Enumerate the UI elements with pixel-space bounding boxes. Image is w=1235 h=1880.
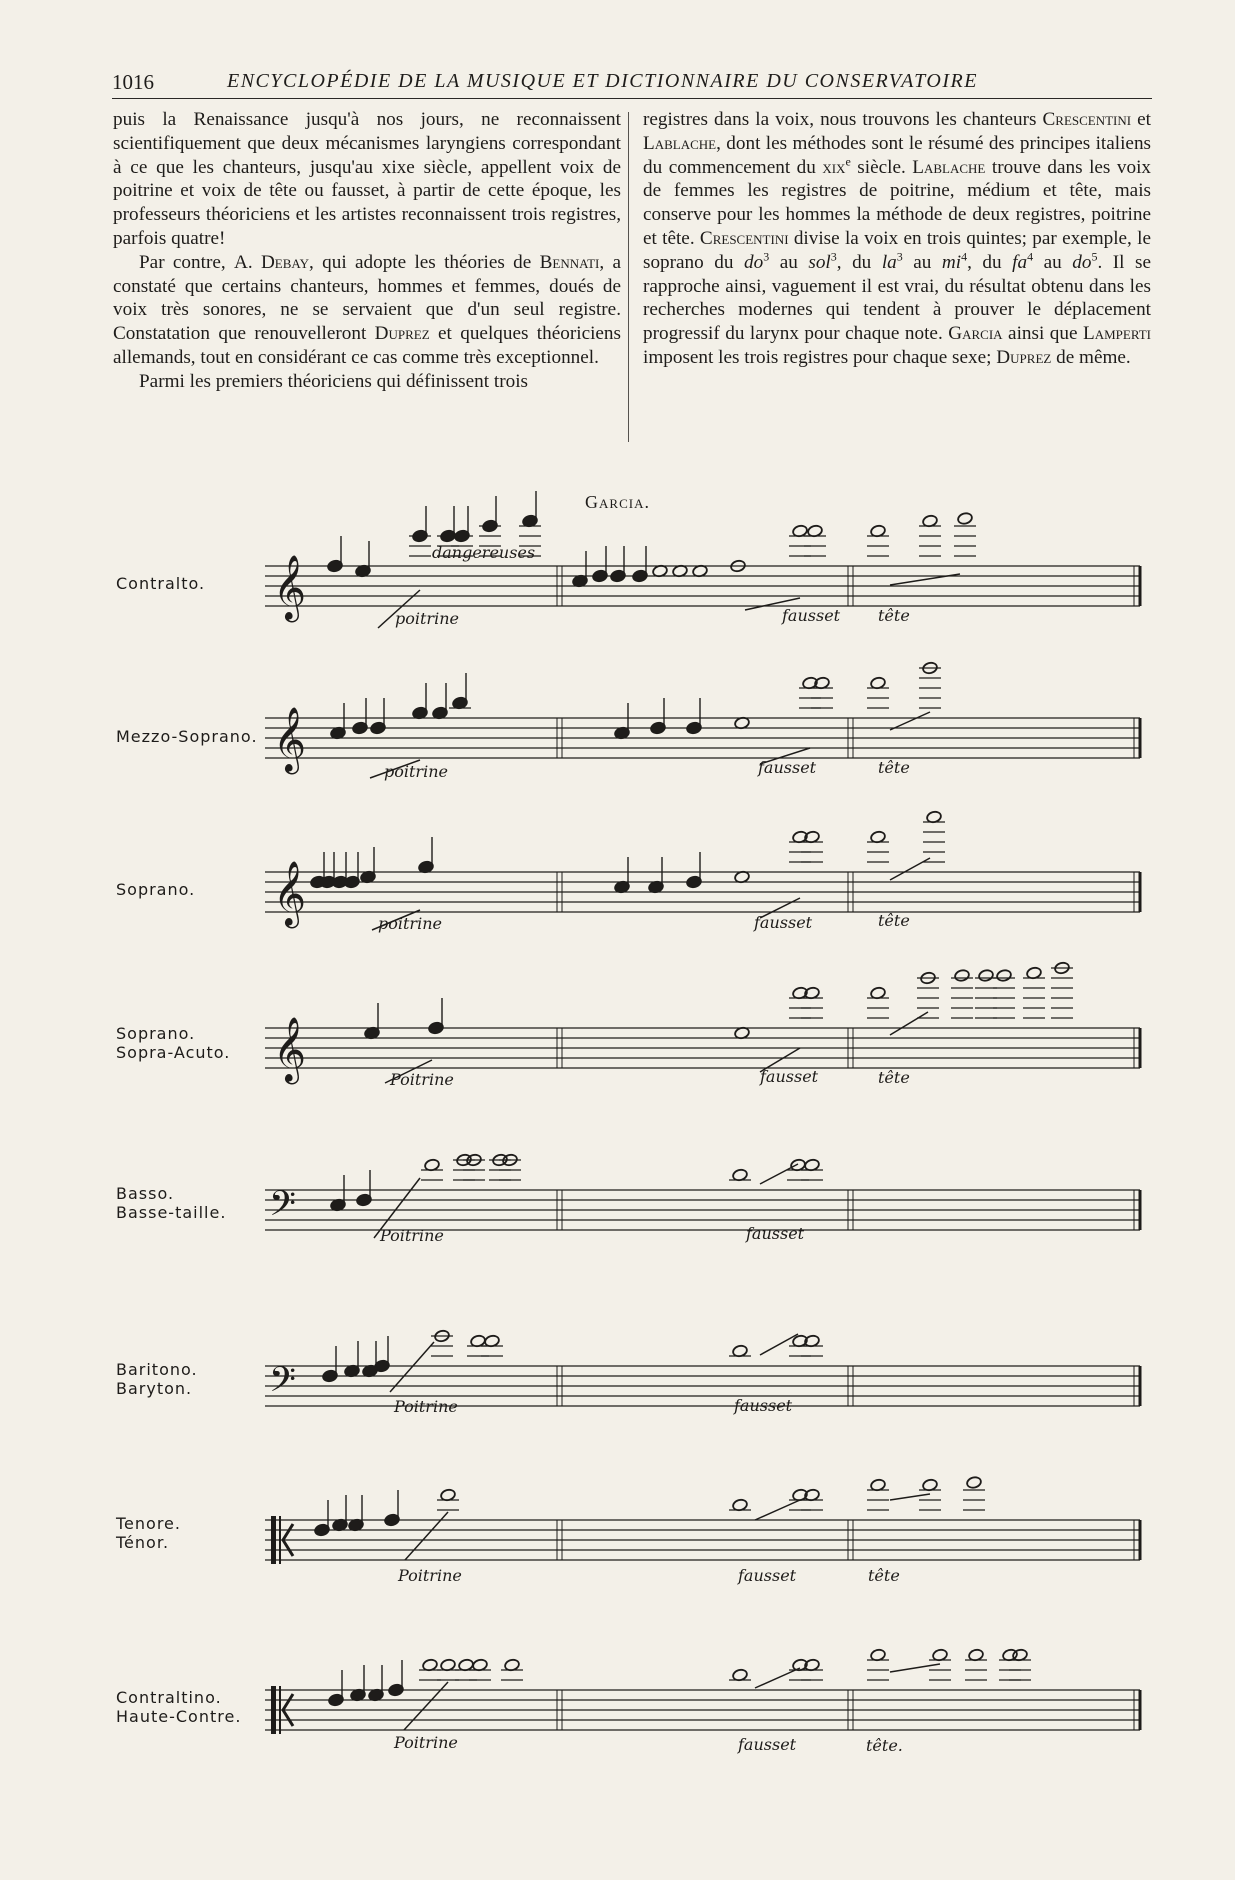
voice-label-line: Mezzo-Soprano. (116, 727, 258, 746)
register-label: Poitrine (394, 1733, 458, 1752)
author-name: Crescentini (699, 227, 789, 249)
text-run: , dont les méthodes sont le résumé des principes italiens du commencement du (643, 132, 1151, 178)
text-run: , du (836, 251, 882, 273)
register-label: fausset (760, 1067, 819, 1086)
author-name: Bennati (539, 251, 600, 273)
text-run: divise la voix en trois quintes; par exemple, le soprano du (643, 227, 1151, 273)
register-label: Poitrine (390, 1070, 454, 1089)
text-run: au (902, 251, 942, 273)
author-name: Crescentini (1042, 109, 1132, 130)
text-run: , qui adopte les théories de (309, 251, 540, 273)
register-label: poitrine (378, 914, 442, 933)
note-name: sol (808, 251, 831, 273)
register-label: fausset (734, 1396, 793, 1415)
note-name: fa (1012, 251, 1028, 273)
register-label: poitrine (384, 762, 448, 781)
text-run: au (769, 251, 809, 273)
register-label: fausset (754, 913, 813, 932)
treble-clef: 𝄞 (273, 861, 307, 926)
voice-label-line: Sopra-Acuto. (116, 1043, 231, 1062)
register-label: tête. (866, 1736, 903, 1755)
author-name: Lablache (643, 132, 717, 154)
register-slur (404, 1682, 448, 1730)
note-name: do (744, 251, 764, 273)
superscript: 5 (1091, 249, 1098, 264)
voice-label-line: Baryton. (116, 1379, 193, 1398)
left-paragraph-3: Parmi les premiers théoriciens qui définissent trois (139, 370, 528, 392)
register-label: Poitrine (394, 1397, 458, 1416)
note-head (978, 969, 994, 982)
voice-label-line: Tenore. (116, 1514, 181, 1533)
alto-clef-bar (271, 1516, 276, 1564)
bass-clef: 𝄢 (269, 1359, 297, 1408)
annotation-dangereuses: dangereuses (432, 543, 536, 562)
author-name: Lablache (912, 156, 986, 178)
superscript: 3 (763, 249, 770, 264)
treble-clef: 𝄞 (273, 707, 307, 772)
superscript: 4 (961, 249, 968, 264)
register-label: fausset (738, 1735, 797, 1754)
voice-label-line: Basso. (116, 1184, 175, 1203)
note-head (966, 1476, 982, 1489)
superscript: 3 (896, 249, 903, 264)
note-name: la (881, 251, 897, 273)
note-name: do (1072, 251, 1092, 273)
author-name: Lamperti (1083, 323, 1151, 345)
note-name: mi (941, 251, 962, 273)
register-slur (390, 1342, 434, 1392)
voice-label-line: Soprano. (116, 1024, 196, 1043)
register-slur (755, 1668, 800, 1688)
register-slur (405, 1512, 448, 1560)
register-label: fausset (782, 606, 841, 625)
text-run: , du (967, 251, 1013, 273)
register-label: tête (868, 1566, 900, 1585)
text-run: registres dans la voix, nous trouvons les chanteurs (643, 109, 1043, 130)
register-slur (890, 1012, 928, 1035)
page-number: 1016 (112, 70, 154, 94)
text-run: et quelques théoriciens allemands, tout en considérant ce cas comme très exceptionnel. (113, 323, 621, 368)
register-slur (890, 1664, 940, 1672)
superscript: 4 (1027, 249, 1034, 264)
text-run: siècle. (850, 156, 913, 178)
register-label: tête (878, 606, 910, 625)
author-name: Garcia (948, 323, 1003, 345)
voice-label-line: Soprano. (116, 880, 196, 899)
voice-label-line: Haute-Contre. (116, 1707, 242, 1726)
alto-clef-bar (271, 1686, 276, 1734)
text-run: et (1131, 109, 1151, 130)
voice-label-line: Contraltino. (116, 1688, 222, 1707)
register-label: Poitrine (380, 1226, 444, 1245)
superscript: e (845, 154, 851, 169)
text-run: imposent les trois registres pour chaque sexe; (643, 346, 997, 368)
text-run: Par contre, (139, 251, 234, 273)
note-head (996, 969, 1012, 982)
alto-clef-bar (279, 1516, 281, 1564)
register-label: tête (878, 758, 910, 777)
music-example-title: Garcia. (585, 492, 650, 512)
register-slur (890, 858, 930, 880)
author-name: A. Debay (233, 251, 310, 273)
register-slur (890, 1494, 930, 1500)
note-head (957, 512, 973, 525)
author-name: Duprez (996, 346, 1052, 368)
text-run: de même. (1051, 346, 1131, 368)
alto-clef-bar (279, 1686, 281, 1734)
bass-clef: 𝄢 (269, 1183, 297, 1232)
voice-label-line: Ténor. (116, 1533, 170, 1552)
register-slur (760, 1164, 798, 1184)
register-label: poitrine (395, 609, 459, 628)
register-label: Poitrine (398, 1566, 462, 1585)
text-run: ainsi que (1002, 323, 1083, 345)
register-label: tête (878, 911, 910, 930)
superscript: 3 (830, 249, 837, 264)
author-name: Duprez (374, 323, 430, 345)
text-run: , a constaté que certains chanteurs, hommes et femmes, doués de voix très sonores, ne se servaient que d'un seul registre. Constatation que renouvelleront (113, 251, 621, 345)
text-run: trouve dans les voix de femmes les registres de poitrine, médium et tête, mais conserve pour les hommes la méthode de deux registres, poitrine et tête. (643, 156, 1151, 249)
register-label: fausset (758, 758, 817, 777)
treble-clef: 𝄞 (273, 555, 307, 620)
century-numeral: xix (822, 156, 846, 178)
register-label: fausset (746, 1224, 805, 1243)
running-title: ENCYCLOPÉDIE DE LA MUSIQUE ET DICTIONNAIRE DU CONSERVATOIRE (227, 70, 978, 92)
voice-label-line: Contralto. (116, 574, 206, 593)
register-slur (890, 712, 930, 730)
text-run: au (1033, 251, 1073, 273)
voice-label-line: Basse-taille. (116, 1203, 227, 1222)
voice-label-line: Baritono. (116, 1360, 198, 1379)
treble-clef: 𝄞 (273, 1017, 307, 1082)
register-label: fausset (738, 1566, 797, 1585)
register-slur (760, 1334, 798, 1355)
text-run: . Il se rapproche ainsi, vaguement il est vrai, du résultat obtenu dans les recherches modernes qui tendent à prouver le déplacement progressif du larynx pour chaque note. (643, 251, 1152, 345)
left-paragraph-1: puis la Renaissance jusqu'à nos jours, ne reconnaissent scientifiquement que deux mécanismes laryngiens correspondant à ce que les chanteurs, jusqu'au xixe siècle, appellent voix de poitrine et voix de tête ou fausset, à partir de cette époque, les professeurs théoriciens et les artistes reconnaissent trois registres, parfois quatre! (113, 109, 621, 249)
register-label: tête (878, 1068, 910, 1087)
note-head (954, 969, 970, 982)
